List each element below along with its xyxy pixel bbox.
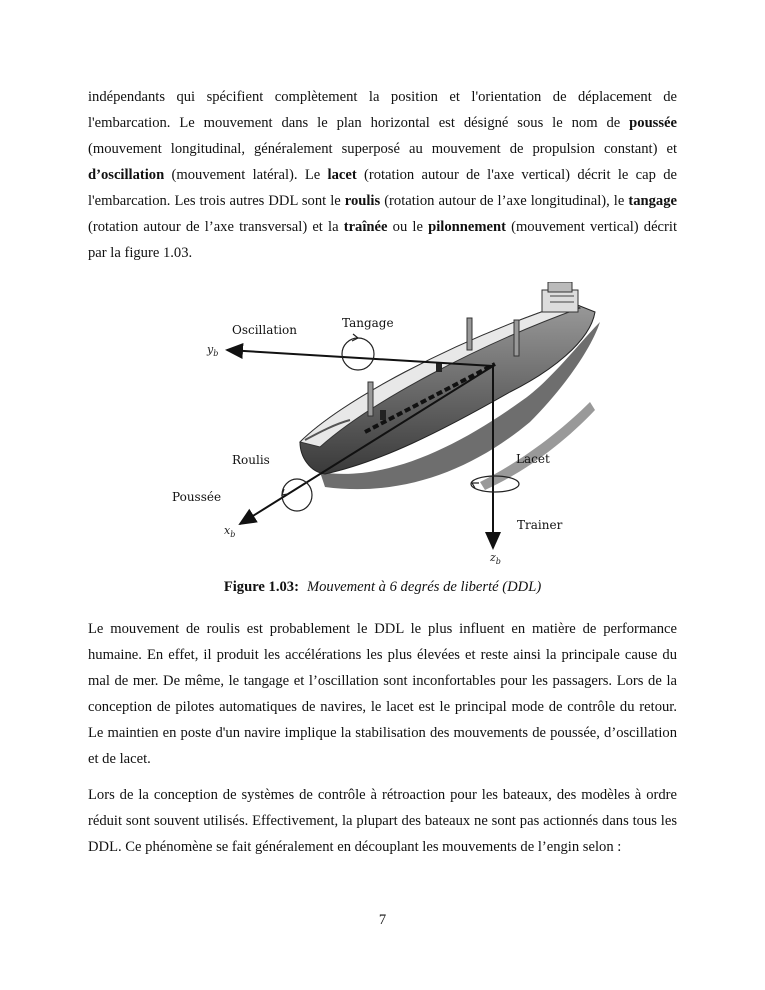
caption-text: Mouvement à 6 degrés de liberté (DDL) (306, 579, 542, 595)
label-lacet: Lacet (516, 452, 550, 466)
paragraph-controle: Lors de la conception de systèmes de contrôle à rétroaction pour les bateaux, des modèles à ordre réduit sont souvent utilisés. Effectivement, la plupart des bateaux ne sont pas actionnés dans tous les DDL. Ce phénomène se fait généralement en découplant les mouvements de l’engin selon : (88, 787, 677, 855)
ship-dof-figure (150, 282, 610, 572)
label-tangage: Tangage (342, 316, 394, 330)
term-roulis: roulis (344, 193, 381, 209)
label-trainer: Trainer (517, 518, 563, 532)
axis-label-xb: $x_b$ (224, 524, 236, 539)
page-number: 7 (378, 912, 387, 928)
label-roulis: Roulis (232, 453, 270, 467)
axis-label-zb: $z_b$ (490, 551, 501, 566)
figure-caption (0, 579, 765, 596)
text-run: ou le (387, 219, 429, 235)
text-run: indépendants qui spécifient complètement la position et l'orientation de déplacement de l'embarcation. Le mouvement dans le plan horizontal est désigné sous le nom de (88, 89, 677, 131)
term-tangage: tangage (628, 193, 677, 209)
caption-number: Figure 1.03: (223, 579, 299, 595)
text-run: (rotation autour de l’axe transversal) et la (88, 219, 344, 235)
text-run: (mouvement vertical) décrit par la figure 1.03. (88, 219, 678, 261)
tangage-rotation-icon (342, 334, 374, 370)
text-run: (rotation autour de l’axe longitudinal), le (380, 193, 629, 209)
label-poussee: Poussée (172, 490, 222, 504)
term-trainee: traînée (343, 219, 388, 235)
term-poussee: poussée (629, 115, 677, 131)
label-oscillation: Oscillation (232, 323, 297, 337)
axis-label-yb: $y_b$ (207, 343, 219, 358)
paragraph-intro (88, 84, 677, 266)
text-run: (mouvement latéral). Le (164, 167, 328, 183)
text-run: (mouvement longitudinal, généralement superposé au mouvement de propulsion constant) et (88, 141, 677, 157)
term-lacet: lacet (327, 167, 357, 183)
paragraph-roulis: Le mouvement de roulis est probablement le DDL le plus influent en matière de performance humaine. En effet, il produit les accélérations les plus élevées et reste ainsi la principale cause du mal de mer. De même, le tangage et l’oscillation sont inconfortables pour les passagers. Lors de la conception de pilotes automatiques de navires, le lacet est le principal mode de contrôle du retour. Le maintien en poste d'un navire implique la stabilisation des mouvements de poussée, d’oscillation et de lacet. (88, 621, 677, 767)
ship-diagram (150, 282, 610, 572)
text-run: (rotation autour de l'axe vertical) décrit le cap de l'embarcation. Les trois autres DDL sont le (88, 167, 677, 209)
term-pilonnement: pilonnement (428, 219, 506, 235)
term-oscillation: d’oscillation (88, 167, 165, 183)
